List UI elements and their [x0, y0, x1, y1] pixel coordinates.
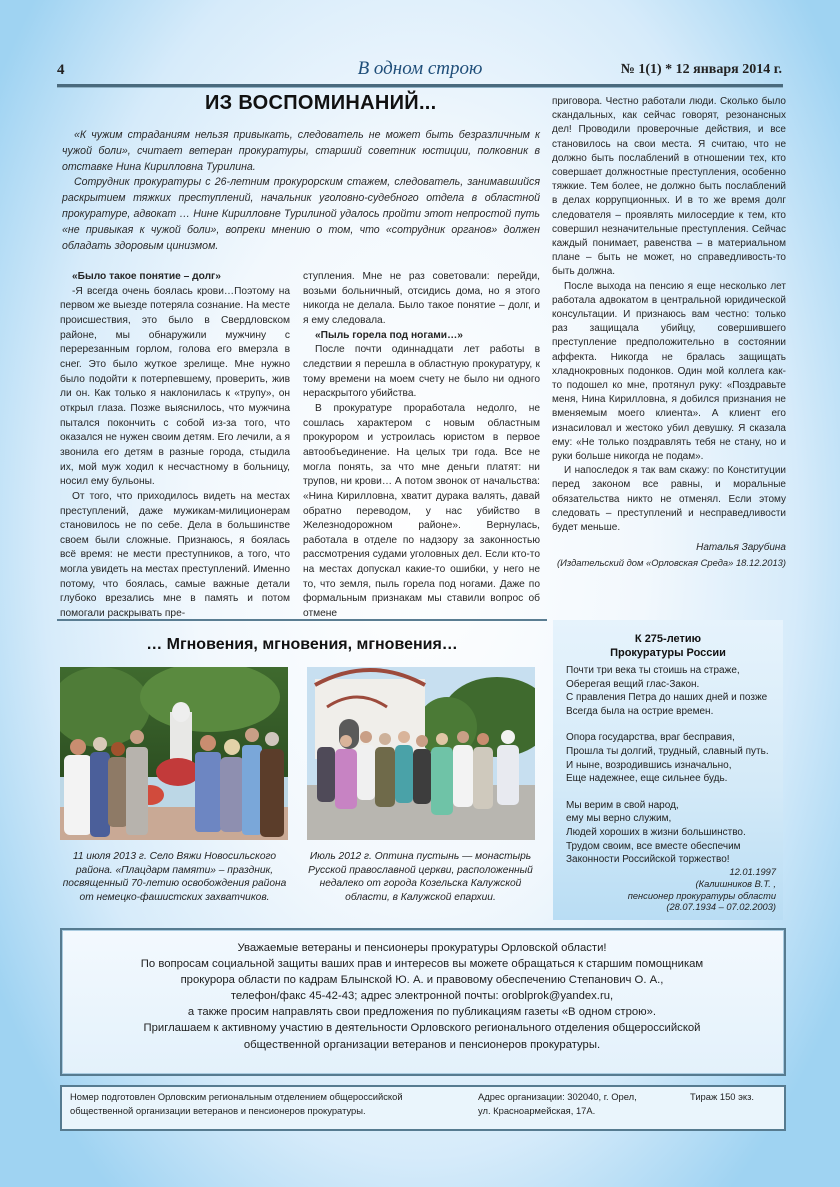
notice-line: По вопросам социальной защиты ваших прав и интересов вы можете обращаться к старшим помощникам: [140, 958, 704, 971]
poem-line: Трудом своим, все вместе обеспечим: [566, 840, 741, 852]
paragraph: ступления. Мне не раз советовали: перейди, возьми больничный, отсидись дома, но я этого никогда не делала. Было такое понятие – долг, и я ему следовала.: [303, 271, 540, 326]
section-divider: [57, 619, 547, 621]
subheading: «Пыль горела под ногами…»: [315, 329, 463, 341]
imprint-circulation: Тираж 150 экз.: [690, 1091, 754, 1102]
imprint-address: [478, 1090, 678, 1118]
paragraph: приговора. Честно работали люди. Сколько было скандальных, как сейчас говорят, резонансных дел! Проводили проверочные действия, и все становилось на свои места. Я считаю, что не должно быть послаблений в отношении тех, кто совершает должностные преступления, особенно тяжкие. Тем более, не должно быть послаблений в делах коррупционных. И в то же время долг следователя – проявлять милосердие к тем, кто совершил незначительные преступления. Сейчас каждый понимает, равенства – в материальном плане – быть не может, но справедливость-то быть должна.: [552, 96, 786, 278]
imprint-line: общественной организации ветеранов и пенсионеров прокуратуры.: [70, 1105, 366, 1116]
paragraph: И напоследок я так вам скажу: по Конституции перед законом все равны, и моральные обязательства никто не отменял. Если этому следовать – преступлений и несправедливости будет меньше.: [552, 465, 786, 534]
poem-text: [566, 664, 781, 880]
header-divider: [57, 84, 783, 87]
notice-line: прокурора области по кадрам Блынской Ю. А. и правовому обеспечению Степанович О. А.,: [180, 974, 664, 987]
article-column-3: [552, 95, 786, 570]
lead-paragraph: Сотрудник прокуратуры с 26-летним прокурорским стажем, следователь, занимавшийся раскрытием тяжких преступлений, начальник уголовно-судебного отдела в областной прокуратуре, адвокат … Нине Кирилловне Турилиной удалось пройти этот непростой путь «не привыкая к чужой боли», вопреки мнению о том, что «сотрудник органов» должен обладать здоровым цинизмом.: [62, 176, 540, 252]
poem-line: Оберегая вещий глас-Закон.: [566, 678, 700, 690]
poem-line: И ныне, возродившись изначально,: [566, 759, 732, 771]
notice-line: а также просим направлять свои предложения по публикациям газеты «В одном строю».: [187, 1006, 657, 1019]
photo-caption: Июль 2012 г. Оптина пустынь — монастырь Русской православной церкви, расположенный недалеко от города Козельска Калужской области, в Калужской епархии.: [308, 851, 533, 903]
photo-memorial-gathering: [60, 667, 288, 840]
poem-line: Еще надежнее, еще сильнее будь.: [566, 773, 728, 785]
notice-line: телефон/факс 45-42-43; адрес электронной почты: oroblprok@yandex.ru,: [230, 990, 614, 1003]
poem-line: С правления Петра до наших дней и позже: [566, 692, 768, 704]
poem-date: 12.01.1997: [729, 867, 776, 877]
notice-line: Приглашаем к активному участию в деятельности Орловского регионального отделения общероссийской: [143, 1022, 701, 1035]
imprint-line: ул. Красноармейская, 17А.: [478, 1105, 596, 1116]
poem-stanza: [566, 799, 781, 867]
poem-title: [553, 632, 783, 660]
poem-line: ему мы верно служим,: [566, 813, 672, 825]
imprint-line: Номер подготовлен Орловским региональным отделением общероссийской: [70, 1091, 403, 1102]
article-column-2: [303, 270, 540, 622]
imprint-publisher: [70, 1090, 470, 1118]
photo-optina-monastery: [307, 667, 535, 840]
newspaper-title: В одном строю: [357, 58, 483, 79]
subheading: «Было такое понятие – долг»: [72, 271, 221, 282]
issue-date: № 1(1) * 12 января 2014 г.: [620, 62, 782, 77]
lead-paragraph: «К чужим страданиям нельзя привыкать, следователь не может быть безразличным к чужой боли», считает ветеран прокуратуры, старший советник юстиции, полковник в отставке Нина Кирилловна Турилина.: [62, 129, 540, 173]
poem-stanza: [566, 731, 781, 785]
page-number: 4: [57, 62, 65, 78]
photos-section-title: … Мгновения, мгновения, мгновения…: [146, 636, 458, 653]
poem-author: (Калишников В.Т. ,: [695, 878, 776, 889]
poem-line: Законности Российской торжество!: [566, 854, 730, 866]
imprint-line: Адрес организации: 302040, г. Орел,: [478, 1091, 637, 1102]
paragraph: От того, что приходилось видеть на местах преступлений, даже мужикам-милиционерам становилось не по себе. Дела в большинстве своем были сложные. Признаюсь, я боялась всё время: не мести преступников, а того, что могла увидеть на местах преступлений. Именно потому, что боялась, самые важные детали глубоко врезались мне в память и потом помогали раскрывать пре-: [60, 490, 290, 620]
poem-line: Почти три века ты стоишь на страже,: [566, 665, 740, 676]
article-author: Наталья Зарубина: [696, 542, 786, 554]
article-lead: [62, 128, 540, 254]
article-source: (Издательский дом «Орловская Среда» 18.12.2013): [557, 556, 786, 568]
poem-line: Опора государства, враг бесправия,: [566, 732, 735, 744]
notice-line: общественной организации ветеранов и пенсионеров прокуратуры.: [243, 1038, 601, 1051]
poem-line: Всегда была на острие времен.: [566, 705, 714, 717]
poem-line: Людей хороших в жизни большинство.: [566, 826, 746, 838]
article-title: ИЗ ВОСПОМИНАНИЙ...: [205, 92, 437, 114]
article-column-1: [60, 270, 290, 622]
poem-title-line: К 275-летию: [634, 633, 702, 645]
paragraph: -Я всегда очень боялась крови…Поэтому на первом же выезде потеряла сознание. На месте происшествия, это было в Свердловском районе, мы обнаружили мужчину с перерезанным горлом, голова его вмерзла в снег. Это было жуткое зрелище. Мне нужно было подойти к потерпевшему, проверить, жив ли он. Как только я наклонилась к «трупу», он открыл глаза. Позже выяснилось, что мужчина пытался покончить с собой из-за того, что оказался не нужен своим детям. Его лечили, а я звонила его детям в разные города, стыдила их, мой муж ходил к несчастному в больницу, носил ему бульоны.: [60, 285, 290, 488]
notice-line: Уважаемые ветераны и пенсионеры прокуратуры Орловской области!: [237, 942, 607, 954]
poem-title-line: Прокуратуры России: [610, 647, 726, 659]
paragraph: После почти одиннадцати лет работы в следствии я перешла в областную прокуратуру, к тому времени на моем счету не было ни одного нераскрытого убийства.: [303, 344, 540, 400]
poem-author-years: (28.07.1934 – 07.02.2003): [666, 902, 776, 913]
photo-caption: 11 июля 2013 г. Село Вяжи Новосильского района. «Плацдарм памяти» – праздник, посвященный 70-летию освобождения района от немецко-фашистских захватчиков.: [62, 851, 287, 903]
poem-signature: [566, 867, 776, 914]
poem-stanza: [566, 664, 781, 718]
notice-text: [62, 940, 782, 1053]
poem-line: Прошла ты долгий, трудный, славный путь.: [566, 745, 769, 757]
paragraph: После выхода на пенсию я еще несколько лет работала адвокатом в центральной юридической консультации. И признаюсь вам честно: только раз защищала убийцу, совершившего преступление предположительно в состоянии аффекта. Никогда не бралась защищать хладнокровных подонков. Один мой коллега как-то подошел ко мне, протянул руку: «Поздравьте меня, Нина Кирилловна, я добился признания не вменяемым моего клиента». А клиент его изнасиловал и жестоко убил девушку. Я сказала ему: «Не только поздравлять тебя не стану, но и руки больше никогда не подам».: [552, 280, 786, 463]
paragraph: В прокуратуре проработала недолго, не сошлась характером с новым областным прокурором и устроилась юристом в первое автообъединение. На целых три года. Все не могла понять, за что мне деньги платят: ни трупов, ни крови… А потом звонок от начальства: «Нина Кирилловна, хватит дурака валять, давай обратно переводом, у нас убийство в Железнодорожном районе». Вернулась, работала в отделе по надзору за законностью рассмотрения судами уголовных дел. Если кто-то на местах допускал какие-то ошибки, у него не то, что земля, пыль горела под ногами. Даже по формальным признакам мы ставили вопрос об отмене: [303, 402, 540, 620]
poem-author-role: пенсионер прокуратуры области: [627, 890, 776, 901]
poem-line: Мы верим в свой народ,: [566, 799, 679, 811]
